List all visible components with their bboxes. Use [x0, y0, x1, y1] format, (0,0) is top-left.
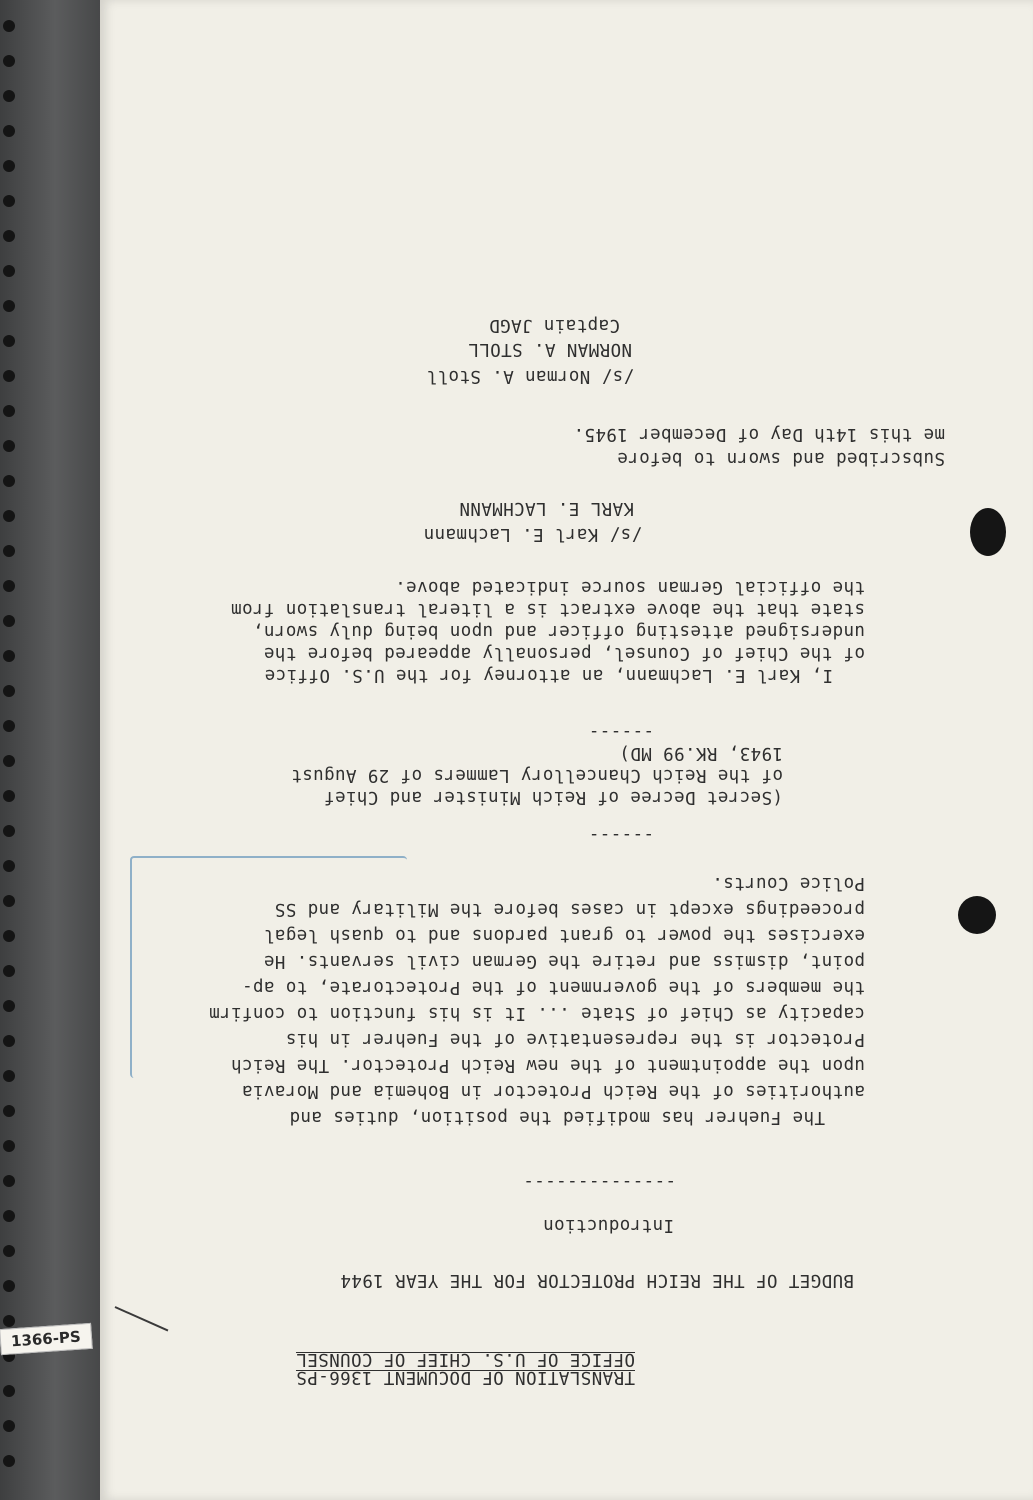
- binder-hole: [3, 475, 15, 487]
- binder-hole: [3, 1070, 15, 1082]
- paragraph-line: point, dismiss and retire the German civil servants. He: [263, 951, 865, 971]
- binder-hole: [3, 160, 15, 172]
- signature-norman: /s/ Norman A. Stoll: [426, 366, 634, 386]
- binder-hole: [3, 1315, 15, 1327]
- binder-strip: [0, 0, 100, 1500]
- affidavit-line: the official German source indicated above.: [394, 577, 865, 597]
- signature-norman-rank: Captain JAGD: [488, 315, 620, 335]
- binder-hole: [3, 1385, 15, 1397]
- inverted-content: [100, 0, 1033, 1500]
- binder-hole: [3, 265, 15, 277]
- document-title: BUDGET OF THE REICH PROTECTOR FOR THE YEAR 1944: [340, 1270, 854, 1290]
- sworn-line: me this 14th Day of December 1945.: [573, 424, 945, 444]
- binder-hole: [3, 300, 15, 312]
- paragraph-line: Protector is the representative of the Fuehrer in his: [285, 1029, 865, 1049]
- affidavit-line: undersigned attesting officer and upon being duly sworn,: [252, 621, 865, 641]
- binder-hole: [3, 1210, 15, 1222]
- binder-hole: [3, 125, 15, 137]
- citation-line: 1943, RK.99 MD): [618, 743, 783, 763]
- paragraph-line: The Fuehrer has modified the position, duties and: [289, 1107, 825, 1127]
- binder-hole: [3, 860, 15, 872]
- binder-hole: [3, 545, 15, 557]
- binder-hole: [3, 685, 15, 697]
- separator-mid: ------: [588, 722, 654, 742]
- binder-hole: [3, 1280, 15, 1292]
- binder-hole: [3, 1105, 15, 1117]
- binder-hole: [3, 370, 15, 382]
- binder-hole: [3, 405, 15, 417]
- binder-hole: [3, 510, 15, 522]
- separator-long: --------------: [522, 1172, 676, 1192]
- affidavit-line: state that the above extract is a literal translation from: [230, 599, 865, 619]
- paragraph-line: proceedings except in cases before the Military and SS: [274, 899, 865, 919]
- paragraph-line: upon the appointment of the new Reich Protector. The Reich: [230, 1055, 865, 1075]
- binder-hole: [3, 895, 15, 907]
- binder-hole: [3, 440, 15, 452]
- paragraph-line: exercises the power to grant pardons and to quash legal: [263, 925, 865, 945]
- binder-hole: [3, 1140, 15, 1152]
- binder-hole: [3, 55, 15, 67]
- document-stamp: 1366-PS: [0, 1323, 93, 1355]
- binder-hole: [3, 755, 15, 767]
- binder-hole: [3, 20, 15, 32]
- binder-hole: [3, 825, 15, 837]
- binder-hole: [3, 335, 15, 347]
- binder-hole: [3, 1035, 15, 1047]
- affidavit-line: of the Chief of Counsel, personally appeared before the: [263, 643, 865, 663]
- binder-hole: [3, 1245, 15, 1257]
- binder-hole: [3, 790, 15, 802]
- citation-line: (Secret Decree of Reich Minister and Chief: [323, 787, 783, 807]
- binder-hole: [3, 720, 15, 732]
- binder-hole: [3, 580, 15, 592]
- paragraph-line: capacity as Chief of State ... It is his function to confirm: [208, 1003, 865, 1023]
- signature-karl: /s/ Karl E. Lachmann: [423, 524, 642, 544]
- binder-hole: [3, 90, 15, 102]
- header-line-2: OFFICE OF U.S. CHIEF OF COUNSEL: [295, 1349, 635, 1369]
- binder-hole: [3, 195, 15, 207]
- binder-hole: [3, 930, 15, 942]
- introduction-heading: Introduction: [542, 1215, 674, 1235]
- binder-hole: [3, 615, 15, 627]
- signature-karl-typed: KARL E. LACHMANN: [459, 498, 634, 518]
- binder-hole: [3, 650, 15, 662]
- paragraph-line: the members of the government of the Protectorate, to ap-: [241, 977, 865, 997]
- binder-hole: [3, 965, 15, 977]
- binder-hole: [3, 1175, 15, 1187]
- affidavit-line: I, Karl E. Lachmann, an attorney for the U.S. Office: [264, 665, 833, 685]
- separator-short: ------: [588, 825, 654, 845]
- citation-line: of the Reich Chancellory Lammers of 29 August: [290, 765, 783, 785]
- header-line-1: TRANSLATION OF DOCUMENT 1366-PS: [295, 1367, 635, 1387]
- paragraph-line: authorities of the Reich Protector in Bohemia and Moravia: [241, 1081, 865, 1101]
- binder-hole: [3, 1000, 15, 1012]
- document-page: [100, 0, 1033, 1500]
- binder-hole: [3, 1455, 15, 1467]
- binder-hole: [3, 230, 15, 242]
- sworn-line: Subscribed and sworn to before: [616, 448, 945, 468]
- paragraph-line: Police Courts.: [711, 873, 865, 893]
- signature-norman-typed: NORMAN A. STOLL: [467, 339, 632, 359]
- binder-hole: [3, 1420, 15, 1432]
